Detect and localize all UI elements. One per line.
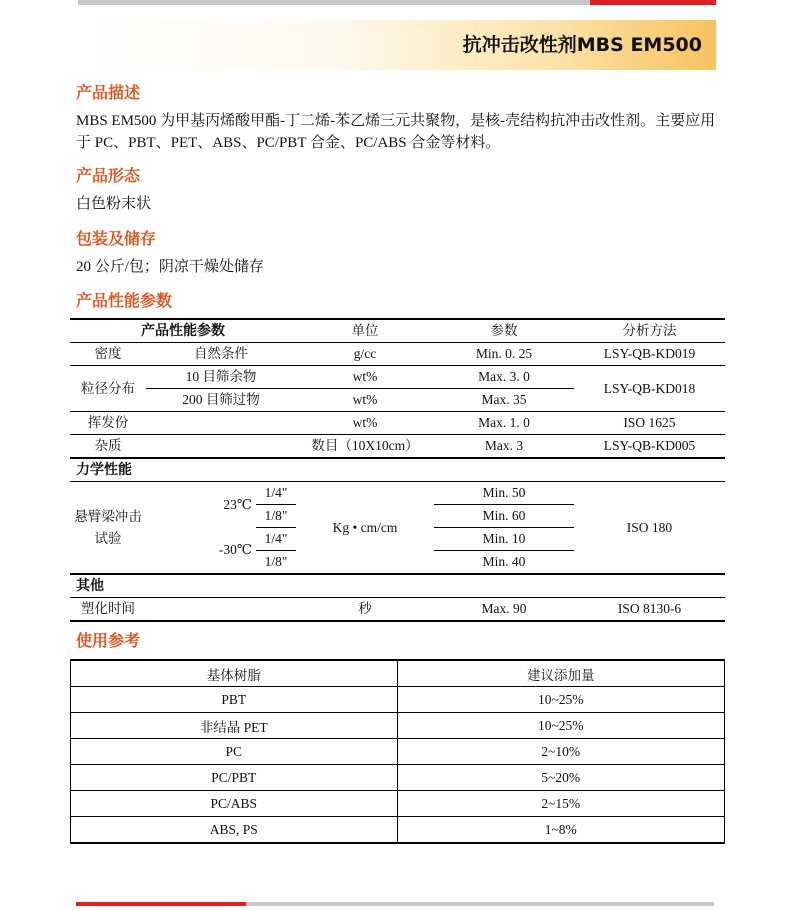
- impurity-value: Max. 3: [434, 435, 574, 459]
- section-title-usage: 使用参考: [76, 631, 141, 650]
- impact-value-1: Min. 50: [434, 482, 574, 505]
- plastic-name: 塑化时间: [70, 598, 146, 622]
- other-group-title: 其他: [70, 574, 725, 598]
- spec-row-volatile: [70, 412, 725, 435]
- spec-header-param: 产品性能参数: [70, 319, 296, 343]
- spec-row-density: [70, 343, 725, 366]
- plastic-cond: [146, 598, 296, 622]
- impurity-unit: 数目（10X10cm）: [296, 435, 434, 459]
- density-method: LSY-QB-KD019: [574, 343, 725, 366]
- particle-unit-1: wt%: [296, 366, 434, 389]
- impact-name-text: 悬臂梁冲击试验: [74, 508, 142, 546]
- impact-temp-1: 23℃: [223, 496, 252, 512]
- usage-resin: PC: [71, 739, 398, 765]
- volatile-method: ISO 1625: [574, 412, 725, 435]
- impact-method: ISO 180: [574, 482, 725, 575]
- usage-amount: 2~10%: [397, 739, 725, 765]
- volatile-cond: [146, 412, 296, 435]
- table-row: [71, 713, 725, 739]
- impact-value-4: Min. 40: [434, 551, 574, 575]
- usage-amount: 5~20%: [397, 765, 725, 791]
- section-title-performance: 产品性能参数: [76, 291, 173, 310]
- table-row: [71, 817, 725, 844]
- impact-size-2: 1/8": [256, 505, 296, 528]
- usage-table: [70, 659, 725, 844]
- description-text: MBS EM500 为甲基丙烯酸甲酯-丁二烯-苯乙烯三元共聚物，是核-壳结构抗冲击改性剂。主要应用于 PC、PBT、PET、ABS、PC/PBT 合金、PC/ABS 合金等材料。: [76, 113, 716, 151]
- usage-amount: 2~15%: [397, 791, 725, 817]
- usage-header-row: [71, 660, 725, 687]
- spec-header-unit: 单位: [296, 319, 434, 343]
- particle-name: 粒径分布: [70, 366, 146, 412]
- usage-header-resin: 基体树脂: [71, 660, 398, 687]
- table-row: [71, 739, 725, 765]
- particle-unit-2: wt%: [296, 389, 434, 412]
- usage-resin: ABS, PS: [71, 817, 398, 844]
- packaging-text: 20 公斤/包；阴凉干燥处储存: [76, 259, 264, 275]
- impact-size-4: 1/8": [256, 551, 296, 575]
- particle-value-1: Max. 3. 0: [434, 366, 574, 389]
- spec-table: [70, 318, 725, 622]
- usage-resin: PC/PBT: [71, 765, 398, 791]
- spec-header-method: 分析方法: [574, 319, 725, 343]
- particle-value-2: Max. 35: [434, 389, 574, 412]
- usage-amount: 1~8%: [397, 817, 725, 844]
- mechanical-group-title: 力学性能: [70, 458, 725, 482]
- document-title: 抗冲击改性剂MBS EM500: [462, 34, 702, 56]
- table-row: [71, 687, 725, 713]
- volatile-name: 挥发份: [70, 412, 146, 435]
- particle-method: LSY-QB-KD018: [574, 366, 725, 412]
- table-row: [71, 765, 725, 791]
- particle-cond-2: 200 目筛过物: [146, 389, 296, 412]
- plastic-value: Max. 90: [434, 598, 574, 622]
- impact-size-1: 1/4": [256, 482, 296, 505]
- section-title-form: 产品形态: [76, 166, 141, 185]
- impact-size-3: 1/4": [256, 528, 296, 551]
- density-name: 密度: [70, 343, 146, 366]
- impact-temp-2: -30℃: [146, 528, 256, 575]
- density-cond: 自然条件: [146, 343, 296, 366]
- form-text: 白色粉末状: [76, 196, 152, 212]
- spec-row-particle-1: [70, 366, 725, 389]
- spec-group-mechanical: [70, 458, 725, 482]
- impact-name: [70, 482, 146, 575]
- usage-resin: PBT: [71, 687, 398, 713]
- section-title-packaging: 包装及储存: [76, 229, 157, 248]
- spec-header-value: 参数: [434, 319, 574, 343]
- bottom-accent-bar: [76, 902, 714, 906]
- impurity-method: LSY-QB-KD005: [574, 435, 725, 459]
- section-title-description: 产品描述: [76, 83, 141, 102]
- plastic-method: ISO 8130-6: [574, 598, 725, 622]
- density-value: Min. 0. 25: [434, 343, 574, 366]
- plastic-unit: 秒: [296, 598, 434, 622]
- impact-value-3: Min. 10: [434, 528, 574, 551]
- usage-amount: 10~25%: [397, 713, 725, 739]
- usage-header-amount: 建议添加量: [397, 660, 725, 687]
- usage-amount: 10~25%: [397, 687, 725, 713]
- impact-value-2: Min. 60: [434, 505, 574, 528]
- spec-row-impurity: [70, 435, 725, 459]
- volatile-value: Max. 1. 0: [434, 412, 574, 435]
- density-unit: g/cc: [296, 343, 434, 366]
- spec-header-row: [70, 319, 725, 343]
- impurity-name: 杂质: [70, 435, 146, 459]
- usage-resin: 非结晶 PET: [71, 713, 398, 739]
- usage-resin: PC/ABS: [71, 791, 398, 817]
- title-banner: [78, 20, 716, 70]
- top-accent-red: [590, 0, 716, 5]
- particle-cond-1: 10 目筛余物: [146, 366, 296, 389]
- bottom-accent-red: [76, 902, 246, 906]
- table-row: [71, 791, 725, 817]
- spec-group-other: [70, 574, 725, 598]
- impurity-cond: [146, 435, 296, 459]
- impact-unit: Kg • cm/cm: [296, 482, 434, 575]
- top-accent-bar: [78, 0, 716, 5]
- volatile-unit: wt%: [296, 412, 434, 435]
- spec-row-plasticizing: [70, 598, 725, 622]
- impact-row-1: [70, 482, 725, 505]
